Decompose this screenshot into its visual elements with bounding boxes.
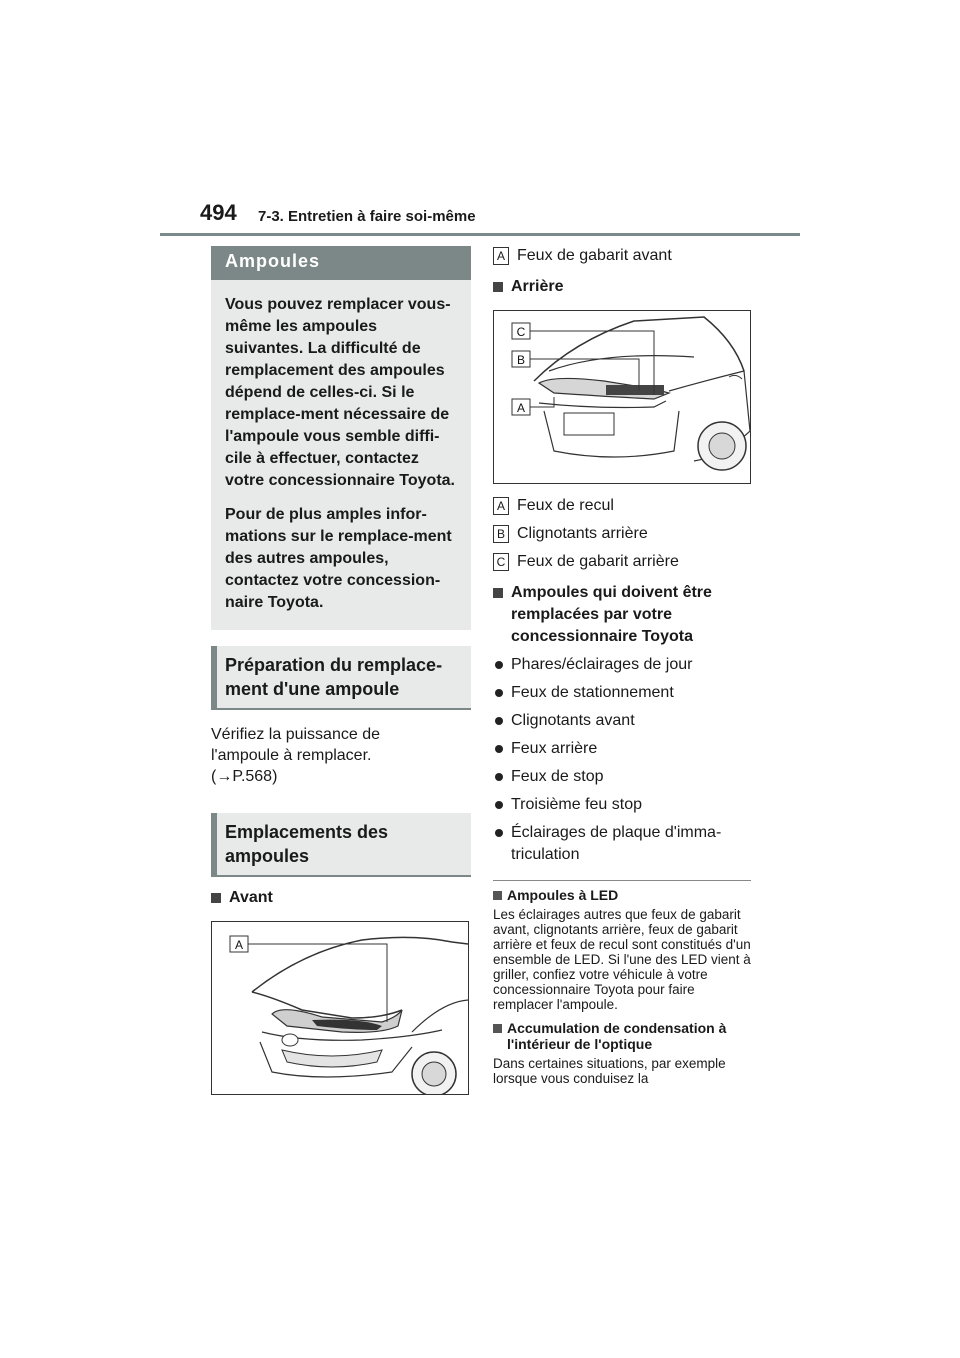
intro-body	[211, 280, 471, 630]
label-letter-box: C	[493, 553, 509, 571]
rear-heading	[493, 276, 751, 298]
preparation-text: Vérifiez la puissance de l'ampoule à remplacer. (→P.568)	[211, 726, 380, 785]
note-heading: Accumulation de condensation à l'intérieur de l'optique	[493, 1020, 751, 1052]
note-divider	[493, 880, 751, 881]
front-label-item	[493, 246, 751, 266]
label-letter-box: B	[493, 525, 509, 543]
dealer-list-item: Éclairages de plaque d'imma-triculation	[493, 822, 747, 866]
square-bullet-icon	[493, 588, 503, 598]
dealer-list-item: Feux de stop	[493, 766, 751, 788]
note-text: Dans certaines situations, par exemple lorsque vous conduisez la	[493, 1056, 726, 1086]
page-number: 494	[200, 200, 237, 225]
dealer-heading-label: Ampoules qui doivent être remplacées par votre concessionnaire Toyota	[511, 584, 712, 645]
rear-label-item	[493, 552, 751, 572]
preparation-heading: Préparation du remplace-ment d'une ampoule	[211, 646, 471, 710]
rear-car-drawing	[494, 311, 750, 483]
svg-text:A: A	[234, 938, 244, 952]
bullet-dot-icon	[495, 661, 503, 669]
intro-paragraph: Pour de plus amples infor-mations sur le remplace-ment des autres ampoules, contactez votre concession-naire Toyota.	[225, 506, 452, 611]
label-text: Feux de gabarit avant	[517, 247, 672, 264]
front-heading	[211, 887, 471, 909]
note-text: Les éclairages autres que feux de gabarit avant, clignotants arrière, feux de gabarit arrière et feux de recul sont constitués d'un ensemble de LED. Si l'une des LED vient à griller, confiez votre véhicule à votre concessionnaire Toyota pour faire remplacer l'ampoule.	[493, 907, 751, 1012]
bullet-dot-icon	[495, 717, 503, 725]
square-bullet-icon	[493, 1024, 502, 1033]
rear-label-item	[493, 496, 751, 516]
front-car-illustration	[211, 921, 469, 1095]
bullet-dot-icon	[495, 773, 503, 781]
rear-car-illustration	[493, 310, 751, 484]
bullet-dot-icon	[495, 801, 503, 809]
bullet-dot-icon	[495, 689, 503, 697]
rear-heading-label: Arrière	[511, 278, 564, 295]
svg-text:B: B	[516, 353, 526, 367]
left-column	[211, 246, 471, 1095]
bullet-dot-icon	[495, 745, 503, 753]
intro-title: Ampoules	[211, 246, 471, 280]
right-column	[493, 246, 751, 1086]
front-car-drawing	[212, 922, 468, 1094]
dealer-list-item: Feux de stationnement	[493, 682, 751, 704]
intro-paragraph: Vous pouvez remplacer vous-même les ampoules suivantes. La difficulté de remplacement des ampoules dépend de celles-ci. Si le remplace-ment nécessaire de l'ampoule vous semble diffi-cile à effectuer, contactez votre concessionnaire Toyota.	[225, 296, 455, 489]
square-bullet-icon	[493, 282, 503, 292]
square-bullet-icon	[211, 893, 221, 903]
intro-box	[211, 246, 471, 630]
svg-text:A: A	[516, 401, 526, 415]
note-heading: Ampoules à LED	[493, 887, 751, 903]
label-letter-box: A	[493, 247, 509, 265]
locations-heading: Emplacements des ampoules	[211, 813, 471, 877]
label-text: Clignotants arrière	[517, 525, 648, 542]
dealer-list-item: Troisième feu stop	[493, 794, 751, 816]
header-divider	[160, 233, 800, 236]
rear-label-item	[493, 524, 751, 544]
svg-text:C: C	[516, 325, 526, 339]
label-text: Feux de recul	[517, 497, 614, 514]
label-letter-box: A	[493, 497, 509, 515]
dealer-list-item: Clignotants avant	[493, 710, 751, 732]
label-text: Feux de gabarit arrière	[517, 553, 679, 570]
dealer-list-item: Phares/éclairages de jour	[493, 654, 751, 676]
section-title: 7-3. Entretien à faire soi-même	[258, 208, 476, 225]
square-bullet-icon	[493, 891, 502, 900]
dealer-list-item: Feux arrière	[493, 738, 751, 760]
front-heading-label: Avant	[229, 889, 273, 906]
bullet-dot-icon	[495, 829, 503, 837]
dealer-heading	[493, 582, 741, 648]
